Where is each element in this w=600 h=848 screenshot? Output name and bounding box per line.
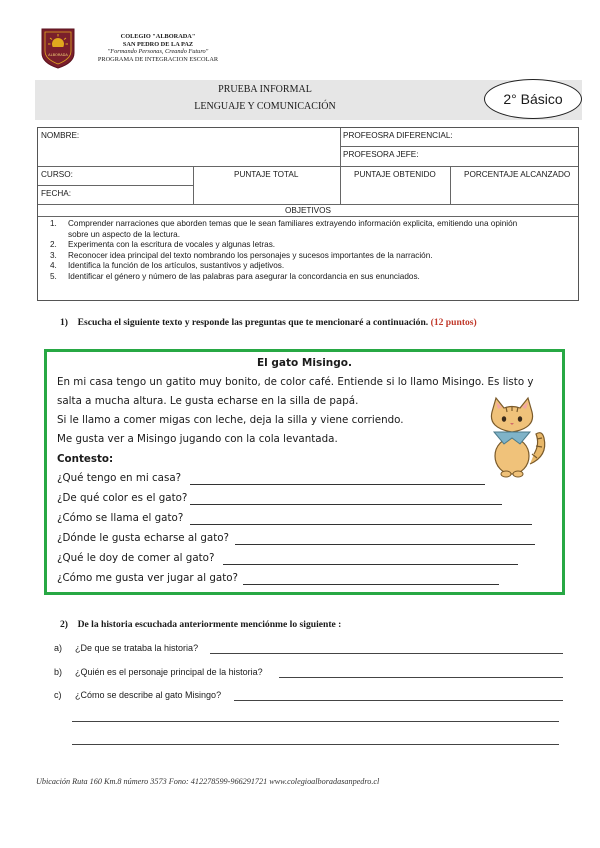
question-a: ¿De que se trataba la historia? bbox=[75, 643, 199, 653]
question-letter-a: a) bbox=[54, 643, 63, 653]
footer-contact: Ubicación Ruta 160 Km.8 número 3573 Fono: 412278599-966291721 www.colegioalboradasanpedro.cl bbox=[36, 777, 380, 786]
answer-line-b[interactable] bbox=[279, 677, 563, 678]
question-6: ¿Cómo me gusta ver jugar al gato? bbox=[57, 572, 239, 584]
answer-line-2[interactable] bbox=[190, 504, 502, 505]
question-3: ¿Cómo se llama el gato? bbox=[57, 512, 184, 524]
question-letter-c: c) bbox=[54, 690, 62, 700]
story-line: Si le llamo a comer migas con leche, deja la silla y viene corriendo. bbox=[57, 414, 404, 426]
objectives-list bbox=[38, 219, 598, 283]
answer-line-c-extra[interactable] bbox=[72, 721, 559, 722]
name-label: NOMBRE: bbox=[41, 131, 80, 140]
story-line: En mi casa tengo un gatito muy bonito, de color café. Entiende si lo llamo Misingo. Es listo y bbox=[57, 376, 534, 388]
school-name: COLEGIO "ALBORADA" bbox=[120, 33, 196, 40]
question-5: ¿Qué le doy de comer al gato? bbox=[57, 552, 215, 564]
head-teacher-label: PROFESORA JEFE: bbox=[343, 150, 419, 159]
obtained-score-label: PUNTAJE OBTENIDO bbox=[354, 170, 436, 179]
objective-item: 2. Experimenta con la escritura de vocales y algunas letras. bbox=[50, 240, 276, 250]
school-crest-logo bbox=[40, 27, 76, 69]
answer-line-4[interactable] bbox=[235, 544, 535, 545]
answer-line-c[interactable] bbox=[234, 700, 563, 701]
question-letter-b: b) bbox=[54, 667, 63, 677]
question-1: ¿Qué tengo en mi casa? bbox=[57, 472, 182, 484]
objectives-title: OBJETIVOS bbox=[285, 206, 331, 215]
answer-line-3[interactable] bbox=[190, 524, 532, 525]
question-b: ¿Quién es el personaje principal de la historia? bbox=[75, 667, 263, 677]
cat-illustration bbox=[474, 394, 554, 478]
answer-line-1[interactable] bbox=[190, 484, 485, 485]
answer-line-6[interactable] bbox=[243, 584, 499, 585]
test-subject: LENGUAJE Y COMUNICACIÓN bbox=[194, 101, 336, 112]
section1-instruction: 1) Escucha el siguiente texto y responde las preguntas que te mencionaré a continuación. (12 puntos) bbox=[60, 317, 477, 328]
school-info bbox=[88, 33, 228, 63]
points-label: (12 puntos) bbox=[430, 317, 477, 328]
objective-item: 3. Reconocer idea principal del texto nombrando los personajes y sucesos importantes de la narración. bbox=[50, 250, 433, 260]
objective-item: 4. Identifica la función de los artículos, sustantivos y adjetivos. bbox=[50, 261, 285, 271]
answer-line-5[interactable] bbox=[223, 564, 518, 565]
grade-badge: 2° Básico bbox=[484, 79, 582, 119]
story-line: salta a mucha altura. Le gusta echarse en la silla de papá. bbox=[57, 395, 359, 407]
objective-item: 1. Comprender narraciones que aborden temas que le sean familiares extrayendo información explicita, emitiendo una opinión bbox=[50, 219, 518, 228]
question-2: ¿De qué color es el gato? bbox=[57, 492, 188, 504]
question-4: ¿Dónde le gusta echarse al gato? bbox=[57, 532, 230, 544]
test-title: PRUEBA INFORMAL bbox=[218, 84, 312, 95]
story-line: Me gusta ver a Misingo jugando con la cola levantada. bbox=[57, 433, 338, 445]
diff-teacher-label: PROFEOSRA DIFERENCIAL: bbox=[343, 131, 453, 140]
percent-label: PORCENTAJE ALCANZADO bbox=[464, 170, 571, 179]
objective-item: sobre un aspecto de la lectura. bbox=[68, 229, 180, 239]
date-label: FECHA: bbox=[41, 189, 72, 198]
crest-text: ALBORADA bbox=[48, 53, 68, 57]
total-score-label: PUNTAJE TOTAL bbox=[234, 170, 299, 179]
story-title: El gato Misingo. bbox=[256, 357, 352, 369]
school-motto: "Formando Personas, Creando Futuro" bbox=[107, 48, 209, 55]
course-label: CURSO: bbox=[41, 170, 73, 179]
student-info-table bbox=[37, 127, 579, 301]
objective-item: 5. Identificar el género y número de las palabras para asegurar la concordancia en sus enunciados. bbox=[50, 271, 420, 281]
school-program: PROGRAMA DE INTEGRACION ESCOLAR bbox=[97, 55, 219, 63]
answer-label: Contesto: bbox=[57, 453, 114, 465]
answer-line-c-extra[interactable] bbox=[72, 744, 559, 745]
answer-line-a[interactable] bbox=[210, 653, 563, 654]
section2-instruction: 2) De la historia escuchada anteriormente menciónme lo siguiente : bbox=[60, 619, 342, 630]
school-location: SAN PEDRO DE LA PAZ bbox=[122, 40, 194, 48]
question-c: ¿Cómo se describe al gato Misingo? bbox=[75, 690, 222, 700]
